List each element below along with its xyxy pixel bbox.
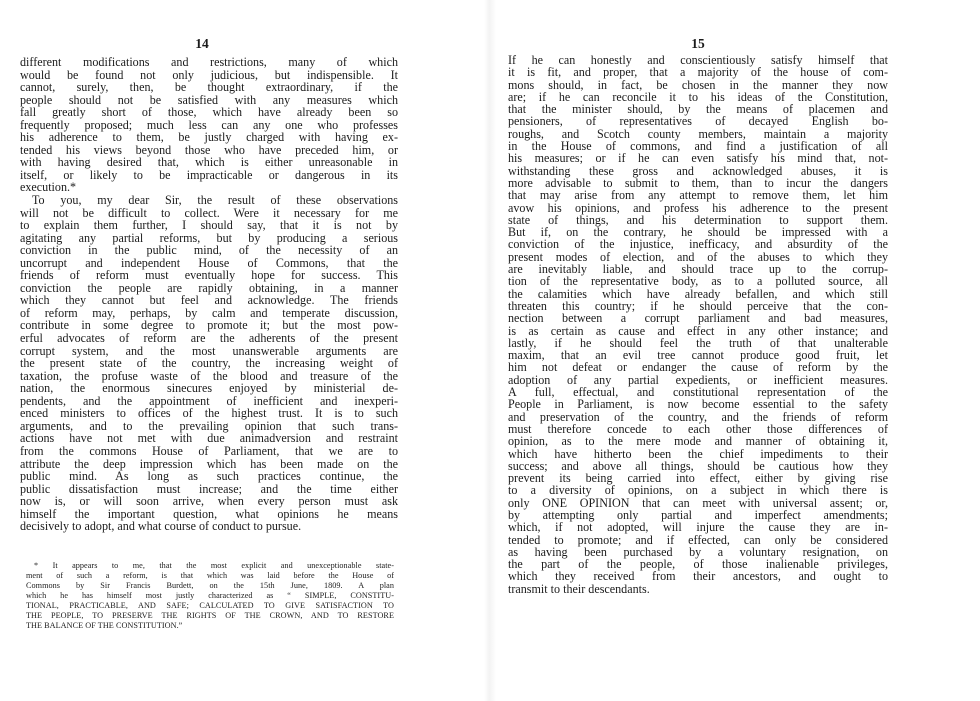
text-line: execution.*: [20, 180, 77, 195]
footnote-line: THE BALANCE OF THE CONSTITUTION.”: [26, 621, 183, 630]
text-line: the present state of the country, the increasing weight of: [20, 356, 398, 371]
left-body-text: [20, 56, 398, 533]
text-line: avow his opinions, and profess his adherence to the present: [508, 200, 888, 215]
text-line: taxation, the profuse waste of the blood and treasure of the: [20, 368, 398, 383]
text-line: which they cannot but feel and acknowledge. The friends: [20, 293, 398, 308]
text-line: public dissatisfaction must increase; and the time either: [20, 481, 398, 496]
text-line: A full, effectual, and constitutional representation of the: [508, 385, 888, 400]
text-line: cannot, surely, then, be thought extraordinary, if the: [20, 80, 398, 95]
text-line: by attempting only partial and imperfect amendments;: [508, 507, 888, 522]
text-line: present modes of election, and of the abuses to which they: [508, 249, 888, 264]
right-body-text: [508, 54, 888, 595]
text-line: different modifications and restrictions, many of which: [20, 55, 398, 69]
text-line: decisively to adopt, and what course of conduct to pursue.: [20, 519, 302, 534]
text-line: himself the important question, what opinions he means: [20, 506, 398, 521]
text-line: must therefore concede to each other those differences of: [508, 421, 888, 436]
text-line: actions have not met with due animadversion and restraint: [20, 431, 398, 446]
text-line: attribute the deep impression which has been made on the: [20, 456, 398, 471]
footnote-line: THE PEOPLE, TO PRESERVE THE RIGHTS OF THE CROWN, AND TO RESTORE: [26, 611, 394, 620]
text-line: that the minister should, by the means of placemen and: [508, 102, 888, 117]
text-line: to explain them further, I should say, that it is not by: [20, 218, 398, 233]
text-line: would be found not only judicious, but indispensible. It: [20, 67, 398, 82]
text-line: is as certain as cause and effect in any other instance; and: [508, 323, 888, 338]
text-line: him not defeat or endanger the cause of reform by the: [508, 360, 888, 375]
footnote-line: TIONAL, PRACTICABLE, AND SAFE; CALCULATED TO GIVE SATISFACTION TO: [26, 601, 394, 610]
text-line: public mind. As long as such practices continue, the: [20, 469, 398, 484]
text-line: lastly, if he should feel the truth of that unalterable: [508, 335, 888, 350]
text-line: itself, or likely to be impracticable or dangerous in its: [20, 167, 398, 182]
text-line: more advisable to submit to them, than to incur the dangers: [508, 175, 888, 190]
page-number-left: 14: [195, 36, 209, 51]
text-line: tended his views beyond those who have preceded him, or: [20, 142, 398, 157]
footnote-line: * It appears to me, that the most explicit and unexceptionable state-: [34, 561, 394, 570]
text-line: the calamities which have already befallen, and which still: [508, 286, 888, 301]
text-line: with having desired that, which is either unreasonable in: [20, 155, 398, 170]
text-line: tended to promote; and if effected, can only be considered: [508, 532, 888, 547]
text-line: contribute in some degree to promote it; but the most pow-: [20, 318, 398, 333]
text-line: nation, the enormous sinecures enjoyed by ministerial de-: [20, 381, 398, 396]
text-line: which they received from their ancestors, and ought to: [508, 569, 888, 584]
text-line: People in Parliament, is now become essential to the safety: [508, 397, 888, 412]
footnote-line: which he has himself most justly characterized as “ SIMPLE, CONSTITU-: [26, 591, 394, 600]
text-line: fall greatly short of those, which have already been so: [20, 105, 398, 120]
text-line: conviction the people are rapidly obtaining, in a manner: [20, 280, 398, 295]
text-line: which have hitherto been the chief impediments to their: [508, 446, 888, 461]
text-line: now is, or will soon arrive, when every person must ask: [20, 494, 398, 509]
footnote-line: Commons by Sir Francis Burdett, on the 15th June, 1809. A plan: [26, 581, 394, 590]
text-line: his measures; or if he can even satisfy his mind that, not-: [508, 151, 888, 166]
text-line: only ONE OPINION that can meet with universal assent; or,: [508, 495, 888, 510]
text-line: arguments, and to the prevailing opinion that such trans-: [20, 418, 398, 433]
text-line: To you, my dear Sir, the result of these observations: [32, 193, 398, 208]
text-line: and preservation of the country, and the friends of reform: [508, 409, 888, 424]
page-number-right: 15: [691, 36, 705, 51]
text-line: roughs, and Scotch county members, maintain a majority: [508, 126, 888, 141]
text-line: If he can honestly and conscientiously satisfy himself that: [508, 53, 888, 67]
text-line: agitating any partial reforms, but by producing a serious: [20, 230, 398, 245]
text-line: pensioners, of representatives of decayed English bo-: [508, 114, 888, 129]
text-line: But if, on the contrary, he should be impressed with a: [508, 225, 888, 240]
text-line: success; and above all things, should be cautious how they: [508, 458, 888, 473]
text-line: in the House of commons, and find a justification of all: [508, 139, 888, 154]
text-line: friends of reform must eventually hope for success. This: [20, 268, 398, 283]
text-line: nection between a corrupt parliament and bad measures,: [508, 311, 888, 326]
text-line: conviction of the injustice, inefficacy, and absurdity of the: [508, 237, 888, 252]
text-line: are inevitably liable, and should trace up to the corrup-: [508, 262, 888, 277]
text-line: frequently proposed; much less can any one who professes: [20, 117, 398, 132]
text-line: will not be difficult to collect. Were it necessary for me: [20, 205, 398, 220]
footnote: [26, 561, 394, 631]
text-line: maxim, that an evil tree cannot produce good fruit, let: [508, 348, 888, 363]
text-line: his adherence to them, be justly charged with having ex-: [20, 130, 398, 145]
footnote-line: ment of such a reform, is that which was laid before the House of: [26, 571, 394, 580]
text-line: tion of the representative body, as to a polluted source, all: [508, 274, 888, 289]
text-line: it is fit, and proper, that a majority of the house of com-: [508, 65, 888, 80]
text-line: from the commons House of Parliament, that we are to: [20, 443, 398, 458]
text-line: prevent its being carried into effect, either by giving rise: [508, 471, 888, 486]
text-line: of reform may, perhaps, by calm and temperate discussion,: [20, 305, 398, 320]
text-line: transmit to their descendants.: [508, 581, 650, 596]
text-line: that may arise from any attempt to remove them, let him: [508, 188, 888, 203]
text-line: erful advocates of reform are the adherents of the present: [20, 331, 398, 346]
text-line: which, if not adopted, will injure the cause they are in-: [508, 520, 888, 535]
text-line: are; if he can reconcile it to his ideas of the Constitution,: [508, 89, 888, 104]
text-line: people should not be satisfied with any measures which: [20, 92, 398, 107]
text-line: the part of the people, of those inalienable privileges,: [508, 557, 888, 572]
text-line: threaten this country; if he should perceive that the con-: [508, 298, 888, 313]
text-line: conviction in the public mind, of the necessity of an: [20, 243, 398, 258]
text-line: mons should, in fact, be chosen in the manner they now: [508, 77, 888, 92]
right-page: [490, 0, 980, 701]
text-line: uncorrupt and independent House of Commons, that the: [20, 255, 398, 270]
text-line: corrupt system, and the most unanswerable arguments are: [20, 343, 398, 358]
text-line: adoption of any partial expedients, or inefficient measures.: [508, 372, 888, 387]
text-line: opinion, as to the mere mode and manner of obtaining it,: [508, 434, 888, 449]
text-line: withstanding these gross and acknowledged abuses, it is: [508, 163, 888, 178]
text-line: to a diversity of opinions, on a subject in which there is: [508, 483, 888, 498]
text-line: as having been purchased by a voluntary resignation, on: [508, 544, 888, 559]
text-line: state of things, and his determination to support them.: [508, 212, 888, 227]
text-line: enced ministers to offices of the highest trust. It is to such: [20, 406, 398, 421]
text-line: pendents, and the appointment of inefficient and inexperi-: [20, 393, 398, 408]
